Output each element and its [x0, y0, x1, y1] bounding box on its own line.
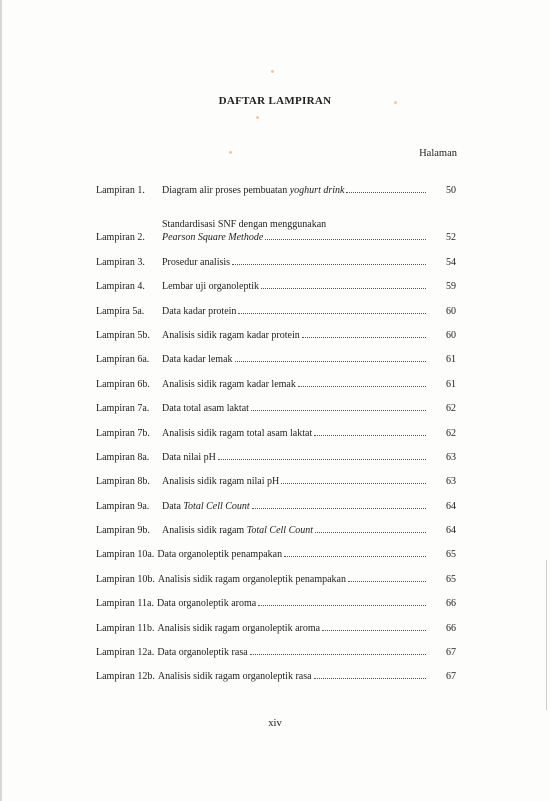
appendix-title-text: Analisis sidik ragam nilai pH — [162, 476, 280, 488]
appendix-title-text: Analisis sidik ragam organoleptik aroma — [157, 622, 321, 634]
appendix-label: Lampiran 10b. — [96, 573, 155, 585]
appendix-entry — [96, 317, 456, 341]
appendix-label: Lampiran 8a. — [96, 451, 150, 463]
appendix-label: Lampiran 7b. — [96, 427, 150, 439]
appendix-label: Lampiran 10a. — [96, 549, 155, 561]
appendix-title-text: Data kadar protein — [162, 305, 237, 317]
appendix-page-number: 54 — [446, 256, 456, 268]
appendix-entry — [96, 390, 456, 414]
appendix-page-number: 62 — [446, 403, 456, 415]
appendix-title — [162, 185, 428, 196]
appendix-page-number: 61 — [446, 378, 456, 390]
appendix-title-italic: Total Cell Count — [246, 525, 314, 537]
appendix-entry — [96, 634, 456, 658]
appendix-page-number: 63 — [446, 451, 456, 463]
appendix-label: Lampiran 4. — [96, 281, 145, 293]
dot-leader — [252, 508, 426, 509]
appendix-label: Lampiran 12a. — [96, 647, 155, 659]
dot-leader — [346, 192, 426, 193]
appendix-title — [157, 647, 428, 658]
dot-leader — [251, 410, 426, 411]
appendix-label: Lampiran 6b. — [96, 378, 150, 390]
page-title: DAFTAR LAMPIRAN — [218, 95, 332, 107]
scan-speck — [256, 116, 259, 119]
appendix-title — [162, 501, 428, 512]
dot-leader — [314, 678, 426, 679]
appendix-entry — [96, 341, 456, 365]
appendix-title — [162, 281, 428, 292]
appendix-title — [162, 354, 428, 365]
appendix-title — [158, 574, 428, 585]
appendix-entry — [96, 292, 456, 316]
appendix-title — [162, 219, 428, 243]
appendix-title-text: Data — [162, 500, 184, 512]
dot-leader — [265, 239, 426, 240]
appendix-title-italic: Pearson Square Methode — [162, 232, 264, 244]
appendix-title-text: Analisis sidik ragam — [162, 525, 247, 537]
appendix-page-number: 60 — [446, 305, 456, 317]
appendix-list — [96, 172, 456, 682]
appendix-title — [162, 428, 428, 439]
appendix-title — [162, 306, 428, 317]
appendix-title-italic: yoghurt drink — [289, 185, 345, 197]
dot-leader — [322, 630, 426, 631]
dot-leader — [348, 581, 426, 582]
appendix-page-number: 61 — [446, 354, 456, 366]
appendix-title-italic: Total Cell Count — [183, 500, 250, 512]
dot-leader — [315, 532, 426, 533]
appendix-page-number: 52 — [446, 232, 456, 244]
appendix-label: Lampiran 1. — [96, 185, 145, 197]
appendix-title — [157, 549, 428, 560]
appendix-entry — [96, 658, 456, 682]
appendix-entry — [96, 512, 456, 536]
appendix-label: Lampiran 9a. — [96, 500, 150, 512]
appendix-page-number: 64 — [446, 500, 456, 512]
scan-edge — [546, 560, 547, 710]
appendix-title — [162, 257, 428, 268]
appendix-title-text: Data organoleptik aroma — [156, 598, 257, 610]
appendix-entry — [96, 243, 456, 267]
appendix-title-text: Data organoleptik rasa — [157, 647, 248, 659]
appendix-entry — [96, 172, 456, 196]
appendix-title-text: Standardisasi SNF dengan menggunakan — [162, 219, 327, 231]
appendix-title-text: Analisis sidik ragam organoleptik penampakan — [157, 573, 346, 585]
appendix-page-number: 66 — [446, 598, 456, 610]
appendix-page-number: 62 — [446, 427, 456, 439]
appendix-entry — [96, 585, 456, 609]
appendix-title — [162, 330, 428, 341]
appendix-label: Lampiran 12b. — [96, 671, 155, 683]
dot-leader — [235, 361, 426, 362]
appendix-page-number: 67 — [446, 671, 456, 683]
dot-leader — [232, 264, 426, 265]
appendix-page-number: 64 — [446, 525, 456, 537]
dot-leader — [258, 605, 426, 606]
appendix-title-text: Data organoleptik penampakan — [157, 549, 283, 561]
scan-speck — [271, 70, 274, 73]
appendix-entry — [96, 463, 456, 487]
appendix-title — [157, 598, 428, 609]
appendix-title — [158, 623, 428, 634]
appendix-entry — [96, 365, 456, 389]
appendix-page-number: 50 — [446, 185, 456, 197]
appendix-title-text: Data kadar lemak — [162, 354, 233, 366]
page-number: xiv — [268, 718, 282, 729]
appendix-entry — [96, 196, 456, 243]
appendix-page-number: 65 — [446, 549, 456, 561]
appendix-label: Lampiran 11a. — [96, 598, 154, 610]
appendix-page-number: 67 — [446, 647, 456, 659]
appendix-title-text: Diagram alir proses pembuatan — [162, 185, 290, 197]
dot-leader — [298, 386, 426, 387]
appendix-label: Lampiran 6a. — [96, 354, 150, 366]
appendix-entry — [96, 268, 456, 292]
appendix-label: Lampiran 2. — [96, 232, 145, 244]
appendix-title — [162, 379, 428, 390]
appendix-title-text: Analisis sidik ragam kadar protein — [162, 329, 300, 341]
appendix-label: Lampiran 8b. — [96, 476, 150, 488]
dot-leader — [218, 459, 426, 460]
appendix-title — [162, 403, 428, 414]
appendix-title-text: Analisis sidik ragam kadar lemak — [162, 378, 296, 390]
dot-leader — [261, 288, 426, 289]
appendix-title-text: Data total asam laktat — [162, 403, 249, 415]
appendix-label: Lampiran 7a. — [96, 403, 150, 415]
appendix-title — [162, 525, 428, 536]
page-column-header: Halaman — [419, 148, 457, 159]
appendix-label: Lampira 5a. — [96, 305, 145, 317]
dot-leader — [250, 654, 426, 655]
appendix-page-number: 65 — [446, 573, 456, 585]
appendix-title — [158, 671, 428, 682]
appendix-title — [162, 476, 428, 487]
appendix-page-number: 66 — [446, 622, 456, 634]
dot-leader — [284, 556, 426, 557]
appendix-page-number: 60 — [446, 329, 456, 341]
appendix-title-text: Prosedur analisis — [162, 256, 231, 268]
appendix-title-text: Analisis sidik ragam organoleptik rasa — [157, 671, 312, 683]
appendix-entry — [96, 609, 456, 633]
appendix-label: Lampiran 5b. — [96, 329, 150, 341]
appendix-title-text: Lembar uji organoleptik — [162, 281, 260, 293]
scan-speck — [229, 151, 232, 154]
appendix-label: Lampiran 11b. — [96, 622, 155, 634]
appendix-label: Lampiran 3. — [96, 256, 145, 268]
appendix-entry — [96, 560, 456, 584]
dot-leader — [302, 337, 426, 338]
appendix-title-text: Analisis sidik ragam total asam laktat — [162, 427, 313, 439]
dot-leader — [314, 435, 426, 436]
appendix-page-number: 63 — [446, 476, 456, 488]
appendix-entry — [96, 487, 456, 511]
appendix-entry — [96, 536, 456, 560]
dot-leader — [281, 483, 426, 484]
appendix-label: Lampiran 9b. — [96, 525, 150, 537]
appendix-entry — [96, 439, 456, 463]
scan-edge — [0, 0, 2, 801]
appendix-entry — [96, 414, 456, 438]
dot-leader — [238, 313, 426, 314]
appendix-title-text: Data nilai pH — [162, 451, 216, 463]
appendix-title — [162, 452, 428, 463]
appendix-page-number: 59 — [446, 281, 456, 293]
